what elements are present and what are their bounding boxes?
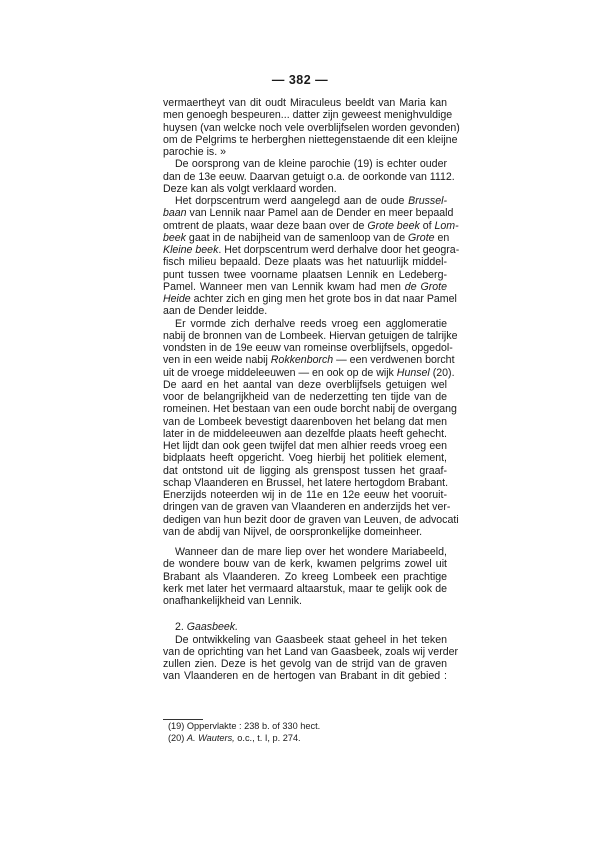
text-line: De ontwikkeling van Gaasbeek staat geheel in het teken	[175, 633, 447, 646]
text-line: van Vlaanderen en de hertogen van Brabant in dit gebied :	[163, 670, 447, 683]
text-line: men genoegh bespeuren... datter zijn geweest menighvuldige	[163, 109, 453, 122]
text-line: baan van Lennik naar Pamel aan de Dender en meer bepaald	[163, 207, 454, 220]
text-line: uit de vroege middeleeuwen — en ook op de wijk Hunsel (20).	[163, 366, 455, 379]
text-line: kerk met later het vermaard altaarstuk, maar te gelijk ook de	[163, 582, 447, 595]
text-line: dan de 13e eeuw. Daarvan getuigt o.a. de oorkonde van 1112.	[163, 170, 455, 183]
text-line: van de Lombeek bevestigt daarenboven het belang dat men	[163, 415, 447, 428]
footnote-20: (20) A. Wauters, o.c., t. I, p. 274.	[168, 732, 301, 743]
text-line: voor de belangrijkheid van de nederzetting ten tijde van de	[163, 391, 447, 403]
text-line: zullen zien. Deze is het gevolg van de strijd van de graven	[163, 658, 447, 670]
text-line: De aard en het aantal van deze overblijfsels getuigen wel	[163, 378, 447, 391]
text-line: de wondere bouw van de kerk, kwamen pelgrims zowel uit	[163, 558, 447, 571]
text-line: bidplaats heeft opgericht. Voeg hierbij het politiek element,	[163, 452, 447, 465]
text-line: punt tussen twee voorname plaatsen Lennik en Ledeberg-	[163, 268, 447, 281]
text-line: dat ontstond uit de ligging als grenspost tussen het graaf-	[163, 464, 447, 477]
text-line: van de abdij van Nijvel, de oorspronkelijke domeinheer.	[163, 525, 423, 538]
text-line: vermaertheyt van dit oudt Miraculeus beeldt van Maria kan	[163, 97, 447, 109]
page-number: — 382 —	[271, 73, 329, 87]
text-line: vondsten in de 19e eeuw van romeinse overblijfsels, opgedol-	[163, 342, 453, 354]
text-line: ven in een weide nabij Rokkenborch — een verdwenen borcht	[163, 354, 455, 367]
text-line: onafhankelijkheid van Lennik.	[163, 595, 302, 607]
section-heading: 2. Gaasbeek.	[175, 621, 239, 634]
text-line: Deze kan als volgt verklaard worden.	[163, 182, 337, 195]
text-line: om de Pelgrims te herberghen niettegenstaende dit een kleijne	[163, 133, 458, 146]
body-text	[163, 97, 460, 683]
text-line: huysen (van welcke noch vele overblijfselen worden gevonden)	[163, 121, 460, 134]
text-line: De oorsprong van de kleine parochie (19) is echter ouder	[175, 158, 447, 171]
text-line: parochie is. »	[163, 146, 227, 158]
text-line: romeinen. Het bestaan van een oude borcht nabij de overgang	[163, 403, 457, 416]
text-line: Er vormde zich derhalve reeds vroeg een agglomeratie	[175, 317, 447, 330]
text-line: Het lijdt dan ook geen twijfel dat men alhier reeds vroeg een	[163, 440, 447, 452]
text-line: aan de Dender leidde.	[163, 305, 268, 318]
text-line: schap Vlaanderen en Brussel, het latere hertogdom Brabant.	[163, 476, 449, 489]
text-line: dringen van de graven van Vlaanderen en anderzijds het ver-	[163, 501, 451, 514]
text-line: Pamel. Wanneer men van Lennik kwam had men de Grote	[163, 280, 447, 293]
text-line: Brabant als Vlaanderen. Zo kreeg Lombeek een prachtige	[163, 570, 447, 583]
text-line: omtrent de plaats, waar deze baan over de Grote beek of Lom-	[163, 219, 459, 232]
text-line: Het dorpscentrum werd aangelegd aan de oude Brussel-	[175, 195, 447, 207]
text-line: van de oprichting van het Land van Gaasbeek, zoals wij verder	[163, 645, 459, 658]
text-line: beek gaat in de nabijheid van de samenloop van de Grote en	[163, 231, 450, 244]
footnotes	[168, 721, 448, 744]
text-line: later in de middeleeuwen aan dezelfde plaats heeft gehecht.	[163, 427, 447, 440]
footnote-19: (19) Oppervlakte : 238 b. of 330 hect.	[168, 721, 321, 731]
text-line: Wanneer dan de mare liep over het wondere Mariabeeld,	[175, 546, 447, 558]
text-line: dedigen van hun bezit door de graven van Leuven, de advocati	[163, 513, 459, 526]
text-line: Heide achter zich en ging men het grote bos in dat naar Pamel	[163, 293, 457, 305]
footnote-rule	[163, 719, 203, 720]
text-line: Kleine beek. Het dorpscentrum werd derhalve door het geogra-	[163, 244, 460, 256]
text-line: nabij de bronnen van de Lombeek. Hiervan getuigen de talrijke	[163, 329, 458, 342]
text-line: fisch milieu bepaald. Deze plaats was het natuurlijk middel-	[163, 256, 447, 269]
text-line: Enerzijds noteerden wij in de 11e en 12e eeuw het vooruit-	[163, 489, 447, 501]
